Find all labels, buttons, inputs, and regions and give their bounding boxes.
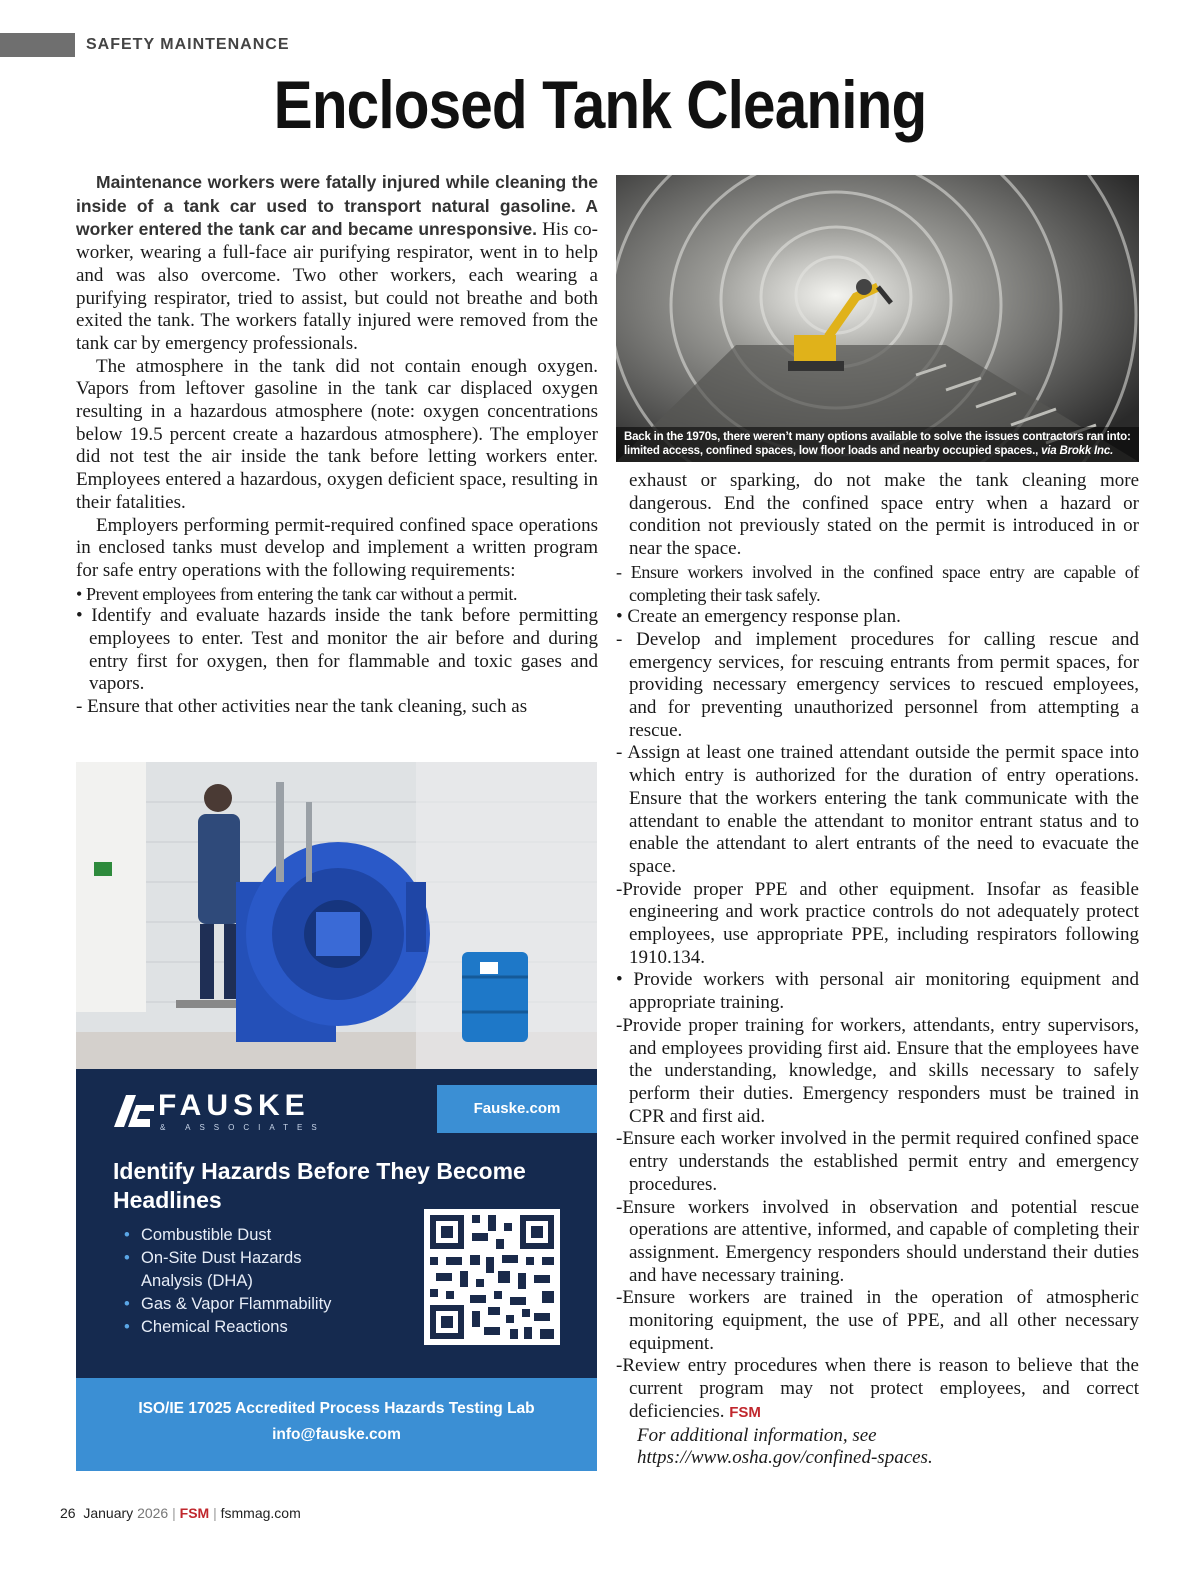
ad-headline: Identify Hazards Before They Become Headlines	[113, 1158, 526, 1213]
paragraph-2: The atmosphere in the tank did not contain enough oxygen. Vapors from leftover gasoline in the tank car displaced oxygen resulting in a hazardous atmosphere (note: oxygen concentrations below 19.5 percent create a hazardous atmosphere). The employer did not test the air inside the tank before letting workers enter. Employees entered a hazardous, oxygen deficient space, resulting in their fatalities.	[76, 355, 598, 513]
note-link[interactable]: https://www.osha.gov/confined-spaces.	[637, 1447, 933, 1469]
list-item: - Assign at least one trained attendant outside the permit space into which entry is authorized for the duration of entry operations. Ensure that the workers entering the tank communicate with the attendant to enable the attendant to monitor entrant status and to enable the attendant to alert entrants of the need to evacuate the space.	[616, 742, 1139, 877]
ad-footer-lab: ISO/IE 17025 Accredited Process Hazards Testing Lab	[138, 1400, 535, 1417]
section-bar	[0, 33, 75, 57]
continuation-text: exhaust or sparking, do not make the tank cleaning more dangerous. End the confined space entry when a hazard or condition not previously stated on the permit is introduced in or near the space.	[629, 470, 1139, 560]
ad-footer-email[interactable]: info@fauske.com	[272, 1426, 401, 1443]
list-item: - Ensure workers involved in the confined space entry are capable of completing their task safely.	[616, 561, 1139, 605]
issue-year: 2026	[137, 1505, 169, 1521]
brand-name: FAUSKE	[158, 1089, 310, 1122]
qr-code-icon[interactable]	[424, 1209, 560, 1345]
list-item: • Provide workers with personal air monitoring equipment and appropriate training.	[616, 969, 1139, 1014]
list-item: - Ensure that other activities near the tank cleaning, such as	[76, 696, 528, 718]
fauske-logo-icon	[114, 1095, 154, 1127]
list-item: -Ensure workers involved in observation and potential rescue operations are attentive, informed, and capable of completing their assignment. Emergency responders should understand their duties and have necessary training.	[616, 1196, 1139, 1286]
end-mark: FSM	[729, 1403, 761, 1421]
lab-equipment-illustration	[76, 762, 597, 1069]
article-column-right	[616, 470, 1139, 1470]
ad-bullet: • Gas & Vapor Flammability	[124, 1293, 331, 1316]
list-item: • Create an emergency response plan.	[616, 606, 901, 628]
note-line-1: For additional information, see	[637, 1424, 877, 1446]
page-footer: 26 January 2026 | FSM | fsmmag.com	[60, 1505, 301, 1521]
ad-bullet: • Combustible Dust	[124, 1224, 331, 1247]
article-title: Enclosed Tank Cleaning	[273, 67, 927, 143]
page-number: 26	[60, 1505, 76, 1521]
last-item-text: -Review entry procedures when there is reason to believe that the current program may not protect employees, and correct deficiencies.	[616, 1355, 1139, 1422]
list-item: • Identify and evaluate hazards inside the tank before permitting employees to enter. Test and monitor the air before and during entry first for oxygen, then for flammable and toxic gases and vapors.	[76, 605, 598, 695]
ad-bullet: • On-Site Dust Hazards	[124, 1247, 331, 1270]
list-item: - Develop and implement procedures for calling rescue and emergency services, for rescuing entrants from permit spaces, for providing necessary emergency services to rescued employees, and for preventing unauthorized personnel from attempting a rescue.	[616, 628, 1139, 741]
ad-bullet: • Chemical Reactions	[124, 1316, 331, 1339]
tunnel-illustration	[616, 175, 1139, 462]
list-item: -Provide proper PPE and other equipment. Insofar as feasible engineering and work practice controls do not adequately protect employees, use appropriate PPE, including respirators following 1910.134.	[616, 878, 1139, 968]
photo-caption	[616, 427, 1139, 462]
ad-panel	[76, 1069, 597, 1378]
ad-bullet-continuation: Analysis (DHA)	[141, 1272, 253, 1290]
brand-subtitle: & ASSOCIATES	[160, 1123, 326, 1132]
ad-bullet-list	[124, 1224, 331, 1339]
caption-text: Back in the 1970s, there weren’t many options available to solve the issues contractors ran into: limited access, confined spaces, low floor loads and nearby occupied spaces.,	[624, 431, 1131, 457]
lead-paragraph	[76, 171, 598, 356]
article-column-left	[76, 171, 598, 719]
issue-month: January	[83, 1505, 134, 1521]
ad-url[interactable]: Fauske.com	[437, 1085, 597, 1133]
section-label: SAFETY MAINTENANCE	[86, 36, 290, 53]
list-item: -Ensure workers are trained in the operation of atmospheric monitoring equipment, the use of PPE, and all other necessary equipment.	[616, 1287, 1139, 1354]
magazine-brand: FSM	[179, 1505, 210, 1521]
ad-lab-photo	[76, 762, 597, 1069]
tunnel-photo	[616, 175, 1139, 462]
list-item-continuation	[616, 470, 1139, 561]
list-item: • Prevent employees from entering the tank car without a permit.	[76, 583, 518, 604]
lead-bold: Maintenance workers were fatally injured while cleaning the inside of a tank car used to transport natural gasoline. A worker entered the tank car and became unresponsive.	[76, 172, 598, 240]
list-item: -Provide proper training for workers, attendants, entry supervisors, and employees providing first aid. Ensure that the employees have the understanding, knowledge, and skills necessary to safely perform their duties. Emergency responders must be trained in CPR and first aid.	[616, 1014, 1139, 1127]
lead-rest: His co-worker, wearing a full-face air purifying respirator, went in to help and was also overcome. Two other workers, each wearing a purifying respirator, tried to assist, but could not breathe and both exited the tank. The workers fatally injured were removed from the tank car by emergency professionals.	[76, 219, 599, 354]
list-item-last	[616, 1355, 1139, 1424]
ad-footer	[76, 1378, 597, 1471]
list-item: -Ensure each worker involved in the permit required confined space entry understands the established permit entry and emergency procedures.	[616, 1128, 1139, 1195]
paragraph-3: Employers performing permit-required confined space operations in enclosed tanks must develop and implement a written program for safe entry operations with the following requirements:	[76, 514, 598, 581]
magazine-site[interactable]: fsmmag.com	[220, 1505, 301, 1521]
fauske-advertisement[interactable]	[76, 762, 597, 1471]
photo-credit: via Brokk Inc.	[1041, 444, 1114, 457]
